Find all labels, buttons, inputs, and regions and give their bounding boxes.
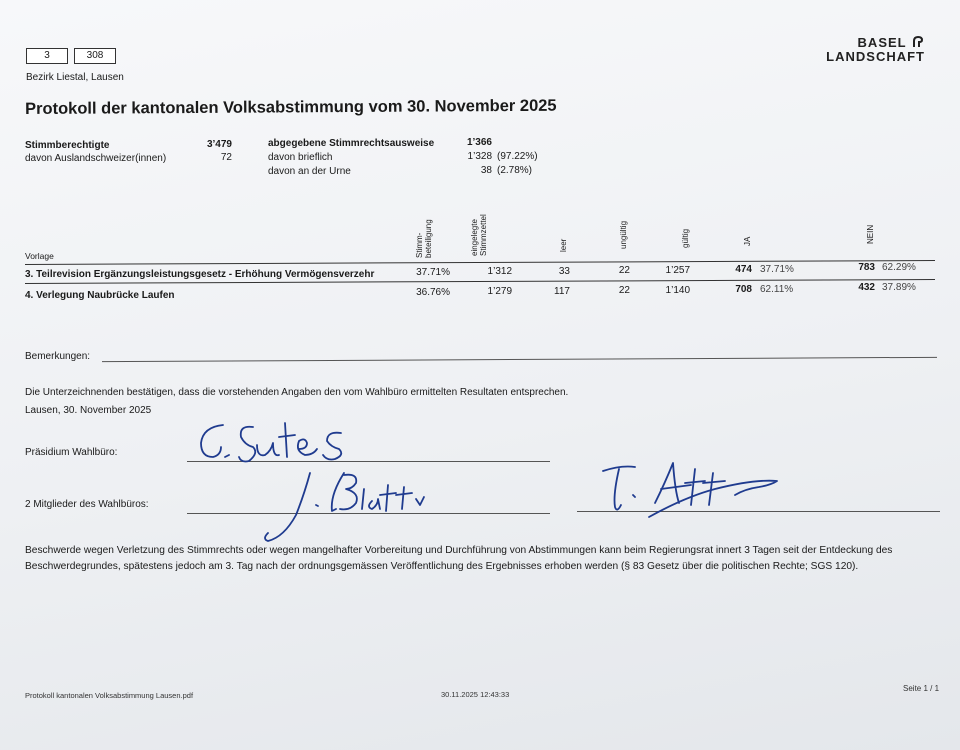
member1-signature: [260, 465, 430, 545]
appeal-text: Beschwerde wegen Verletzung des Stimmrechts oder wegen mangelhafter Vorbereitung und Durchführung von Abstimmungen kann beim Regierungsrat innert 3 Tagen seit der Entdeckung des Beschwerdegrundes, spätestens jedoch am 3. Tag nach der ordnungsgemässen Veröffentlichung des Ergebnisses erhoben werden (§ 83 Gesetz über die politischen Rechte; SGS 120).: [25, 545, 893, 572]
abroad-label: davon Auslandschweizer(innen): [25, 153, 167, 164]
vote-name: 3. Teilrevision Ergänzungsleistungsgesetz - Erhöhung Vermögensverzehr: [25, 269, 375, 280]
valid-header: gültig: [681, 228, 690, 248]
eligible-label: Stimmberechtigte: [25, 140, 110, 151]
members-label: 2 Mitglieder des Wahlbüros:: [25, 499, 149, 510]
footer-page-number: Seite 1 / 1: [903, 684, 940, 693]
urn-value: 38: [480, 165, 492, 176]
vote-name: 4. Verlegung Naubrücke Laufen: [25, 290, 175, 301]
vorlage-header: Vorlage: [25, 251, 54, 261]
logo-line2: LANDSCHAFT: [826, 49, 925, 64]
invalid-value: 22: [618, 285, 630, 296]
municipality-number-box: 308: [74, 48, 116, 64]
canton-logo: [826, 36, 925, 64]
no-pct: 62.29%: [882, 262, 916, 273]
remarks-line: [102, 357, 937, 362]
remarks-label: Bemerkungen:: [25, 351, 91, 362]
presidium-signature: [195, 415, 355, 465]
yes-value: 708: [735, 284, 752, 295]
abroad-value: 72: [220, 152, 232, 163]
invalid-header: ungültig: [619, 220, 628, 249]
urn-label: davon an der Urne: [268, 166, 351, 177]
empty-value: 33: [558, 266, 570, 277]
no-pct: 37.89%: [882, 282, 916, 293]
logo-line1: BASEL: [857, 35, 907, 50]
page-title: Protokoll der kantonalen Volksabstimmung vom 30. November 2025: [25, 96, 557, 118]
presidium-label: Präsidium Wahlbüro:: [25, 447, 118, 458]
footer-timestamp: 30.11.2025 12:43:33: [441, 690, 510, 699]
eligible-value: 3’479: [206, 139, 232, 150]
postal-value: 1’328: [467, 151, 492, 162]
yes-pct: 37.71%: [760, 264, 794, 275]
yes-value: 474: [735, 264, 752, 275]
valid-value: 1’257: [665, 265, 690, 276]
empty-value: 117: [554, 286, 570, 297]
table-header-rule: [25, 260, 935, 265]
yes-pct: 62.11%: [760, 284, 794, 295]
yes-header: JA: [743, 236, 752, 246]
place-date: Lausen, 30. November 2025: [25, 405, 152, 416]
member2-signature: [595, 455, 795, 525]
footer-filename: Protokoll kantonalen Volksabstimmung Lausen.pdf: [25, 691, 194, 700]
baselstab-icon: [911, 36, 925, 48]
cast-label: abgegebene Stimmrechtsausweise: [268, 138, 435, 149]
district-number-box: 3: [26, 48, 68, 64]
turnout-value: 36.76%: [416, 287, 450, 298]
submitted-value: 1’312: [487, 266, 512, 277]
submitted-header: eingelegte Stimmzettel: [470, 214, 488, 256]
confirmation-text: Die Unterzeichnenden bestätigen, dass die vorstehenden Angaben den vom Wahlbüro ermittelten Resultaten entsprechen.: [25, 387, 569, 398]
postal-pct: (97.22%): [497, 151, 538, 162]
district-label: Bezirk Liestal, Lausen: [26, 72, 124, 83]
valid-value: 1’140: [665, 285, 690, 296]
postal-label: davon brieflich: [268, 152, 333, 163]
submitted-value: 1’279: [487, 286, 512, 297]
no-value: 432: [858, 282, 875, 293]
turnout-header: Stimm- beteiligung: [415, 219, 433, 258]
cast-value: 1’366: [466, 137, 492, 148]
no-header: NEIN: [866, 224, 875, 244]
no-value: 783: [858, 262, 875, 273]
urn-pct: (2.78%): [497, 165, 533, 176]
invalid-value: 22: [618, 265, 630, 276]
empty-header: leer: [559, 238, 568, 252]
turnout-value: 37.71%: [416, 267, 450, 278]
